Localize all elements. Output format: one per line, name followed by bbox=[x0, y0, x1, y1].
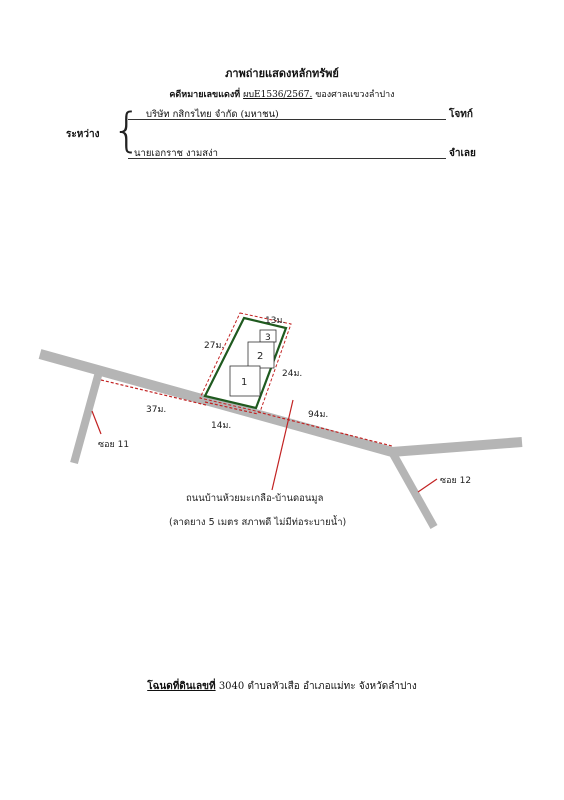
document-title: ภาพถ่ายแสดงหลักทรัพย์ bbox=[225, 67, 339, 80]
plot-label-2: 2 bbox=[257, 351, 264, 362]
case-number: ผบE1536/2567. bbox=[243, 90, 313, 100]
main-road bbox=[40, 354, 522, 452]
plot-label-3: 3 bbox=[265, 333, 271, 343]
dim-label-right: 24ม. bbox=[282, 369, 303, 379]
road-description-label: (ลาดยาง 5 เมตร สภาพดี ไม่มีท่อระบายน้ำ) bbox=[169, 517, 347, 528]
dim-label-soi12-distance: 94ม. bbox=[308, 410, 329, 420]
plot-label-1: 1 bbox=[241, 377, 248, 388]
plaintiff-name: บริษัท กสิกรไทย จำกัด (มหาชน) bbox=[146, 109, 279, 120]
land-plot bbox=[200, 313, 291, 412]
soi-11-road bbox=[74, 372, 99, 463]
case-label: คดีหมายเลขแดงที่ bbox=[169, 90, 241, 100]
deed-details: 3040 ตำบลหัวเสือ อำเภอแม่ทะ จังหวัดลำปาง bbox=[218, 681, 417, 692]
soi-11-label: ซอย 11 bbox=[98, 440, 130, 450]
deed-line bbox=[0, 679, 564, 694]
dim-label-front: 14ม. bbox=[211, 421, 232, 431]
road-name-label: ถนนบ้านห้วยมะเกลือ-บ้านดอนมูล bbox=[186, 493, 324, 504]
between-label: ระหว่าง bbox=[66, 129, 100, 140]
court-name: ของศาลแขวงลำปาง bbox=[315, 90, 395, 100]
dim-label-top: 13ม. bbox=[265, 316, 286, 326]
defendant-name: นายเอกราช งามสง่า bbox=[134, 148, 219, 159]
pointer-soi-12 bbox=[418, 479, 437, 492]
defendant-role: จำเลย bbox=[449, 148, 476, 159]
plaintiff-role: โจทก์ bbox=[449, 109, 473, 120]
brace-symbol: { bbox=[112, 103, 142, 157]
dim-label-soi11-distance: 37ม. bbox=[146, 405, 167, 415]
pointer-soi-11 bbox=[92, 411, 101, 434]
dim-label-left: 27ม. bbox=[204, 341, 225, 351]
deed-label: โฉนดที่ดินเลขที่ bbox=[147, 681, 216, 692]
pointer-road-name bbox=[272, 400, 293, 490]
soi-12-label: ซอย 12 bbox=[440, 476, 472, 486]
soi-12-road bbox=[392, 452, 434, 527]
dimension-lines bbox=[92, 380, 437, 492]
